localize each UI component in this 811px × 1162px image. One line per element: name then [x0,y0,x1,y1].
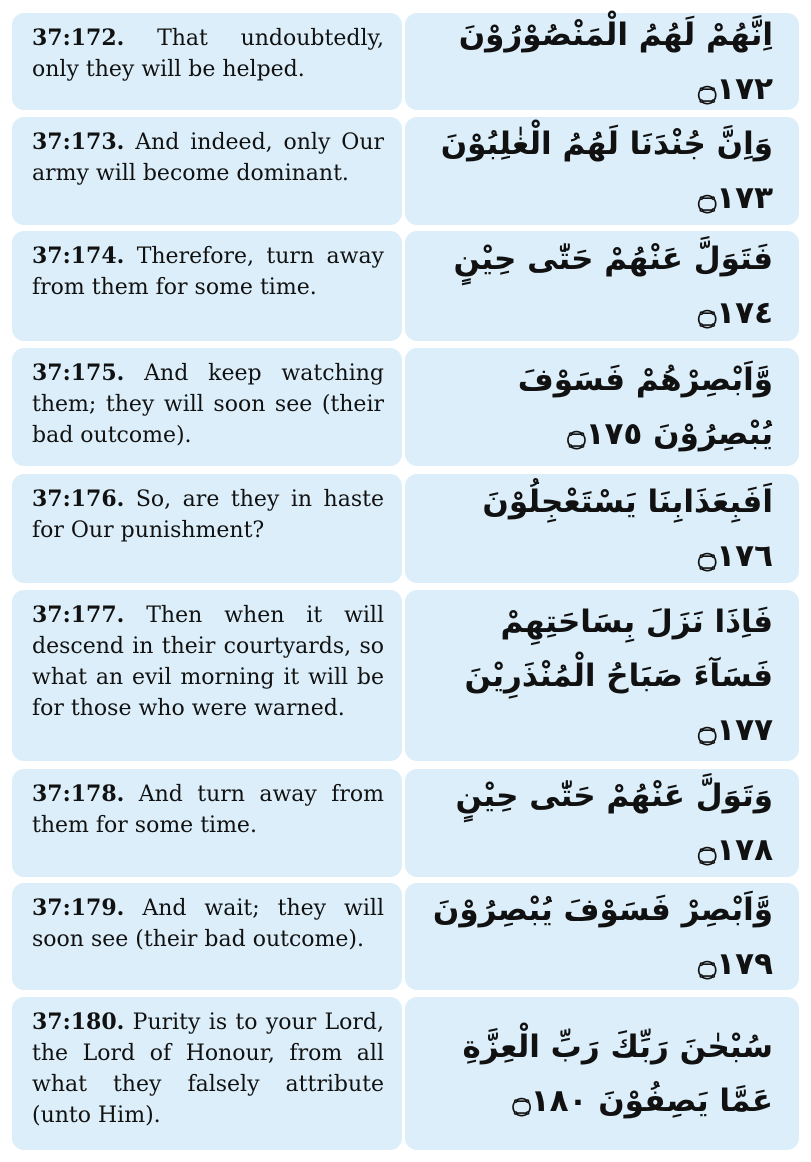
english-translation-cell [12,348,402,466]
arabic-verse-cell [405,231,799,341]
translation-text [32,484,384,546]
arabic-verse-cell [405,590,799,761]
verse-row [0,348,811,466]
verse-translation: Then when it will descend in their courtyards, so what an evil morning it will be for those who were warned. [32,603,385,721]
english-translation-cell [12,997,402,1150]
arabic-verse-text: وَّاَبْصِرْ فَسَوْفَ يُبْصِرُوْنَ ۝١٧٩ [432,891,773,982]
translation-text [32,1007,384,1131]
verse-row [0,13,811,110]
verse-row [0,769,811,877]
arabic-verse-cell [405,883,799,990]
arabic-verse-text: وَتَوَلَّ عَنْهُمْ حَتّٰى حِيْنٍ ۝١٧٨ [455,778,773,868]
verse-translation: And wait; they will soon see (their bad outcome). [32,896,384,952]
arabic-verse-cell [405,769,799,877]
arabic-verse-text: وَاِنَّ جُنْدَنَا لَهُمُ الْغٰلِبُوْنَ ۝١٧٣ [440,126,773,216]
verse-reference: 37:177. [32,602,125,628]
arabic-verse-text: اَفَبِعَذَابِنَا يَسْتَعْجِلُوْنَ ۝١٧٦ [482,483,773,574]
verse-row [0,590,811,761]
arabic-verse-cell [405,474,799,583]
verse-translation: That undoubtedly, only they will be helped. [32,26,384,82]
verse-reference: 37:180. [32,1009,125,1035]
english-translation-cell [12,13,402,110]
translation-text [32,893,384,955]
verse-row [0,474,811,583]
translation-text [32,127,384,189]
verse-row [0,231,811,341]
english-translation-cell [12,590,402,761]
verse-reference: 37:176. [32,486,125,512]
arabic-verse-cell [405,117,799,225]
verse-row [0,117,811,225]
verse-translation: Therefore, turn away from them for some time. [32,244,384,300]
english-translation-cell [12,474,402,583]
arabic-verse-text: فَتَوَلَّ عَنْهُمْ حَتّٰى حِيْنٍ ۝١٧٤ [453,241,773,331]
verse-reference: 37:178. [32,781,125,807]
english-translation-cell [12,231,402,341]
verse-reference: 37:175. [32,360,125,386]
translation-text [32,23,384,85]
verse-reference: 37:174. [32,243,125,269]
verse-translation: And keep watching them; they will soon see (their bad outcome). [32,361,384,448]
arabic-verse-text: وَّاَبْصِرْهُمْ فَسَوْفَ يُبْصِرُوْنَ ۝١٧٥ [517,362,773,452]
arabic-verse-cell [405,348,799,466]
translation-text [32,358,384,451]
arabic-verse-text: اِنَّهُمْ لَهُمُ الْمَنْصُوْرُوْنَ ۝١٧٢ [458,16,773,107]
arabic-verse-text: سُبْحٰنَ رَبِّكَ رَبِّ الْعِزَّةِ عَمَّا يَصِفُوْنَ ۝١٨٠ [462,1028,773,1119]
verse-row [0,997,811,1150]
english-translation-cell [12,769,402,877]
arabic-verse-cell [405,13,799,110]
arabic-verse-text: فَاِذَا نَزَلَ بِسَاحَتِهِمْ فَسَآءَ صَبَاحُ الْمُنْذَرِيْنَ ۝١٧٧ [464,603,773,748]
verse-translation: So, are they in haste for Our punishment? [32,487,384,543]
verse-row [0,883,811,990]
english-translation-cell [12,117,402,225]
verse-reference: 37:173. [32,129,125,155]
translation-text [32,600,384,724]
verse-translation: And turn away from them for some time. [32,782,385,838]
verse-reference: 37:172. [32,25,125,51]
translation-text [32,241,384,303]
arabic-verse-cell [405,997,799,1150]
english-translation-cell [12,883,402,990]
verse-translation: Purity is to your Lord, the Lord of Honour, from all what they falsely attribute (unto Him). [32,1010,384,1128]
verse-reference: 37:179. [32,895,125,921]
verse-translation: And indeed, only Our army will become dominant. [32,130,385,186]
translation-text [32,779,384,841]
